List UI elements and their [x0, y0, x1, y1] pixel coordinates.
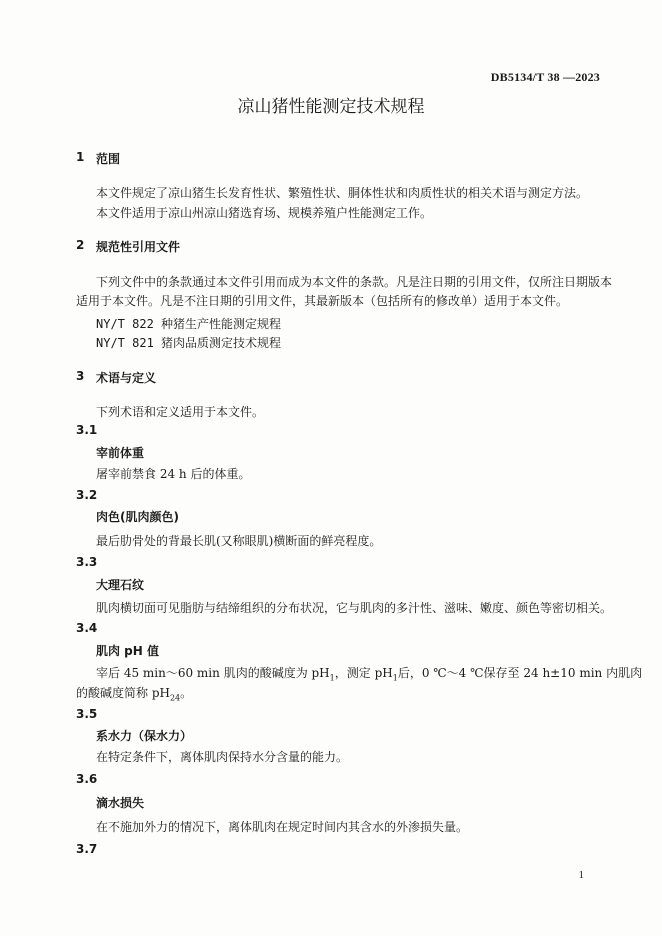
section-1-paragraph-1: 本文件规定了凉山猪生长发育性状、繁殖性状、胴体性状和肉质性状的相关术语与测定方法。 — [96, 186, 589, 200]
term-3-3-definition: 肌肉横切面可见脂肪与结缔组织的分布状况，它与肌肉的多汁性、滋味、嫩度、颜色等密切相关。 — [96, 601, 613, 615]
term-3-3-title: 大理石纹 — [96, 578, 145, 592]
term-3-1-title: 宰前体重 — [96, 446, 145, 460]
reference-1: NY/T 822 种猪生产性能测定规程 — [96, 317, 282, 331]
document-id: DB5134/T 38 —2023 — [490, 70, 600, 84]
term-3-2-definition: 最后肋骨处的背最长肌(又称眼肌)横断面的鲜亮程度。 — [96, 534, 382, 548]
term-3-5-number: 3.5 — [76, 707, 98, 721]
term-3-4-definition: 宰后 45 min～60 min 肌肉的酸碱度为 $pH_1$，测定 $pH_1$后，0 ℃～4 ℃保存至 24 h±10 min 内肌肉 — [96, 666, 643, 683]
term-3-4-title: 肌肉 pH 值 — [96, 644, 159, 658]
section-2-title: 规范性引用文件 — [96, 240, 181, 254]
term-3-6-title: 滴水损失 — [96, 796, 145, 810]
term-3-3-number: 3.3 — [76, 555, 98, 569]
term-3-5-title: 系水力（保水力） — [96, 729, 193, 743]
term-3-4-definition-cont: 的酸碱度简称 $pH_{24}$。 — [76, 686, 193, 703]
term-3-5-definition: 在特定条件下，离体肌肉保持水分含量的能力。 — [96, 750, 349, 764]
section-2-paragraph-1: 下列文件中的条款通过本文件引用而成为本文件的条款。凡是注日期的引用文件，仅所注日期版本 — [96, 275, 613, 289]
section-1-number: 1 — [76, 150, 85, 164]
section-3-number: 3 — [76, 369, 85, 383]
term-3-6-definition: 在不施加外力的情况下，离体肌肉在规定时间内其含水的外渗损失量。 — [96, 820, 469, 834]
term-3-7-number: 3.7 — [76, 842, 98, 856]
term-3-4-number: 3.4 — [76, 621, 98, 635]
section-2-number: 2 — [76, 238, 85, 252]
page-number: 1 — [578, 869, 584, 881]
section-1-paragraph-2: 本文件适用于凉山州凉山猪选育场、规模养殖户性能测定工作。 — [96, 206, 433, 220]
term-3-2-number: 3.2 — [76, 488, 98, 502]
section-3-intro: 下列术语和定义适用于本文件。 — [96, 405, 265, 419]
reference-2: NY/T 821 猪肉品质测定技术规程 — [96, 336, 282, 350]
section-3-title: 术语与定义 — [96, 371, 157, 385]
term-3-6-number: 3.6 — [76, 772, 98, 786]
term-3-1-number: 3.1 — [76, 423, 98, 437]
term-3-2-title: 肉色(肌肉颜色) — [96, 510, 179, 524]
section-1-title: 范围 — [96, 152, 121, 166]
term-3-1-definition: 屠宰前禁食 24 h 后的体重。 — [96, 467, 251, 481]
page-title: 凉山猪性能测定技术规程 — [237, 97, 425, 117]
section-2-paragraph-1-cont: 适用于本文件。凡是不注日期的引用文件，其最新版本（包括所有的修改单）适用于本文件。 — [76, 294, 569, 308]
